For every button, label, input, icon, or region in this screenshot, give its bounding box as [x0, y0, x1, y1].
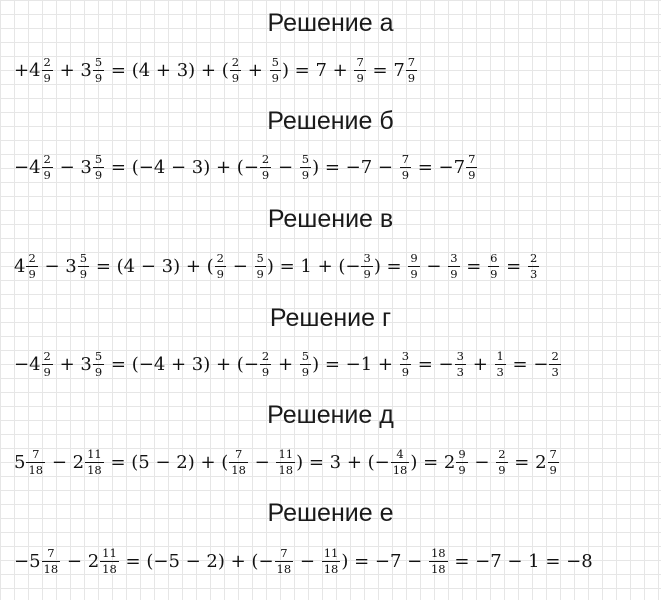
fraction: [456, 448, 467, 475]
fraction-denominator: 18: [43, 561, 59, 576]
fraction-denominator: 9: [401, 364, 410, 379]
fraction-numerator: 2: [28, 251, 36, 266]
fraction-numerator: 2: [231, 55, 240, 70]
equation-text: = (5 − 2) + (: [104, 451, 229, 473]
equation-text: = −7: [412, 156, 466, 178]
equation-text: +: [272, 353, 299, 375]
equation: [14, 344, 562, 384]
fraction-numerator: 3: [456, 349, 464, 364]
fraction: [42, 547, 61, 574]
fraction-numerator: 11: [102, 546, 117, 561]
fraction: [275, 547, 294, 574]
fraction-numerator: 2: [261, 349, 270, 364]
equation-text: −: [420, 255, 448, 277]
fraction-denominator: 18: [278, 462, 294, 477]
fraction: [300, 153, 311, 180]
equation-text: −: [468, 451, 496, 473]
fraction: [230, 56, 241, 83]
fraction-numerator: 11: [87, 447, 102, 462]
fraction: [455, 350, 466, 377]
fraction-numerator: 2: [498, 447, 506, 462]
fraction-numerator: 2: [43, 349, 51, 364]
equation: [14, 147, 478, 187]
fraction-denominator: 9: [43, 167, 51, 182]
equation-text: +: [242, 59, 269, 81]
fraction-denominator: 18: [102, 561, 117, 576]
equation-text: − 3: [53, 156, 92, 178]
fraction: [42, 56, 53, 83]
fraction: [26, 252, 37, 279]
fraction-numerator: 5: [301, 152, 310, 167]
fraction: [322, 547, 341, 574]
fraction-numerator: 3: [401, 349, 410, 364]
fraction-numerator: 11: [323, 546, 339, 561]
fraction-denominator: 9: [401, 167, 410, 182]
fraction-denominator: 9: [43, 364, 51, 379]
fraction-denominator: 9: [43, 70, 51, 85]
section-heading: Решение г: [269, 304, 392, 332]
fraction: [42, 350, 53, 377]
fraction: [93, 56, 104, 83]
equation: [14, 246, 540, 286]
fraction-numerator: 2: [551, 349, 559, 364]
equation-text: 4: [14, 255, 26, 277]
fraction-denominator: 9: [261, 364, 270, 379]
section-heading: Решение в: [267, 205, 394, 233]
equation-text: −5: [14, 550, 41, 572]
equation-text: = (−4 + 3) + (−: [105, 353, 259, 375]
fraction: [85, 448, 104, 475]
equation-text: + 3: [53, 353, 92, 375]
equation-text: =: [460, 255, 488, 277]
fraction: [270, 56, 281, 83]
fraction: [406, 56, 417, 83]
equation-text: − 2: [61, 550, 100, 572]
fraction: [408, 252, 419, 279]
fraction: [354, 56, 365, 83]
equation-text: +4: [14, 59, 41, 81]
fraction-numerator: 2: [216, 251, 224, 266]
equation-text: ) = 3 + (−: [296, 451, 390, 473]
fraction-denominator: 18: [430, 561, 446, 576]
fraction-numerator: 7: [32, 447, 40, 462]
fraction-denominator: 9: [301, 167, 310, 182]
equation-text: −4: [14, 353, 41, 375]
equation-text: = (−4 − 3) + (−: [105, 156, 259, 178]
fraction-numerator: 7: [47, 546, 55, 561]
fraction: [255, 252, 266, 279]
fraction-numerator: 2: [529, 251, 538, 266]
equation: [14, 50, 418, 90]
fraction: [448, 252, 459, 279]
equation-text: − 2: [46, 451, 85, 473]
fraction: [300, 350, 311, 377]
fraction: [93, 350, 104, 377]
equation-text: 5: [14, 451, 26, 473]
equation-text: = −: [506, 353, 549, 375]
fraction-numerator: 18: [430, 546, 446, 561]
fraction: [93, 153, 104, 180]
fraction-numerator: 9: [458, 447, 466, 462]
fraction-denominator: 9: [79, 266, 88, 281]
fraction-denominator: 9: [256, 266, 264, 281]
fraction-denominator: 9: [94, 70, 103, 85]
fraction-numerator: 7: [280, 546, 288, 561]
fraction: [78, 252, 89, 279]
fraction-denominator: 9: [468, 167, 476, 182]
fraction-denominator: 3: [456, 364, 464, 379]
fraction-denominator: 9: [458, 462, 466, 477]
fraction-denominator: 3: [529, 266, 538, 281]
equation-text: −: [272, 156, 299, 178]
equation-text: =: [500, 255, 527, 277]
fraction: [548, 448, 559, 475]
fraction-denominator: 9: [271, 70, 279, 85]
fraction: [549, 350, 560, 377]
equation-text: = 2: [508, 451, 547, 473]
fraction-denominator: 9: [490, 266, 498, 281]
section-heading: Решение б: [267, 107, 394, 135]
section-heading: Решение а: [267, 9, 394, 37]
equation-text: − 3: [38, 255, 77, 277]
fraction-numerator: 9: [410, 251, 418, 266]
fraction-numerator: 7: [549, 447, 557, 462]
fraction: [260, 153, 271, 180]
fraction-denominator: 18: [392, 462, 408, 477]
fraction-denominator: 9: [94, 167, 103, 182]
fraction-denominator: 3: [551, 364, 559, 379]
equation-text: = 7: [366, 59, 405, 81]
fraction-denominator: 9: [410, 266, 418, 281]
fraction-numerator: 5: [94, 152, 103, 167]
fraction-numerator: 7: [234, 447, 243, 462]
equation-text: ) = −7 −: [312, 156, 399, 178]
equation-text: = (4 − 3) + (: [90, 255, 214, 277]
fraction-denominator: 9: [28, 266, 36, 281]
fraction-denominator: 9: [231, 70, 240, 85]
equation-text: ) = −1 +: [312, 353, 399, 375]
equation: [14, 442, 560, 482]
fraction-denominator: 9: [363, 266, 371, 281]
fraction: [361, 252, 372, 279]
fraction-denominator: 9: [94, 364, 103, 379]
equation-text: −: [248, 451, 276, 473]
fraction-denominator: 9: [407, 70, 416, 85]
fraction-numerator: 7: [401, 152, 410, 167]
fraction-numerator: 11: [278, 447, 294, 462]
fraction-denominator: 9: [549, 462, 557, 477]
equation-text: −: [294, 550, 321, 572]
equation-text: = (−5 − 2) + (−: [119, 550, 274, 572]
equation-text: + 3: [53, 59, 92, 81]
fraction-numerator: 1: [496, 349, 504, 364]
fraction-numerator: 3: [450, 251, 458, 266]
fraction-denominator: 3: [496, 364, 504, 379]
fraction-numerator: 3: [363, 251, 371, 266]
fraction-denominator: 18: [87, 462, 102, 477]
fraction-numerator: 7: [468, 152, 476, 167]
fraction-numerator: 5: [94, 55, 103, 70]
fraction-numerator: 7: [407, 55, 416, 70]
equation-text: ) =: [373, 255, 408, 277]
equation-text: −4: [14, 156, 41, 178]
fraction-numerator: 5: [79, 251, 88, 266]
fraction-denominator: 18: [231, 462, 246, 477]
equation-text: = −: [412, 353, 454, 375]
equation-text: −: [226, 255, 254, 277]
fraction-numerator: 2: [261, 152, 270, 167]
fraction: [496, 448, 507, 475]
fraction-numerator: 5: [301, 349, 310, 364]
fraction-denominator: 9: [498, 462, 506, 477]
fraction-numerator: 5: [256, 251, 264, 266]
fraction: [26, 448, 45, 475]
fraction-numerator: 2: [43, 152, 51, 167]
fraction-numerator: 5: [94, 349, 103, 364]
equation-text: ) = 7 +: [281, 59, 354, 81]
fraction: [495, 350, 506, 377]
fraction: [488, 252, 499, 279]
equation: [14, 541, 593, 581]
fraction-denominator: 18: [276, 561, 292, 576]
fraction-denominator: 18: [323, 561, 339, 576]
fraction-denominator: 9: [261, 167, 270, 182]
fraction-denominator: 18: [28, 462, 44, 477]
fraction: [260, 350, 271, 377]
fraction: [215, 252, 226, 279]
equation-text: = −7 − 1 = −8: [448, 550, 593, 572]
fraction-numerator: 7: [356, 55, 364, 70]
fraction-denominator: 9: [450, 266, 458, 281]
fraction: [528, 252, 539, 279]
fraction-denominator: 9: [216, 266, 224, 281]
fraction: [400, 153, 411, 180]
fraction: [276, 448, 295, 475]
fraction: [229, 448, 248, 475]
fraction: [391, 448, 410, 475]
equation-text: ) = 2: [410, 451, 456, 473]
fraction-denominator: 9: [301, 364, 310, 379]
fraction-numerator: 4: [396, 447, 404, 462]
fraction: [100, 547, 119, 574]
section-heading: Решение е: [267, 499, 394, 527]
fraction-denominator: 9: [356, 70, 364, 85]
equation-text: ) = 1 + (−: [266, 255, 361, 277]
fraction: [42, 153, 53, 180]
fraction: [400, 350, 411, 377]
equation-text: = (4 + 3) + (: [105, 59, 229, 81]
fraction-numerator: 2: [43, 55, 51, 70]
fraction-numerator: 6: [490, 251, 498, 266]
fraction: [429, 547, 448, 574]
equation-text: ) = −7 −: [341, 550, 428, 572]
equation-text: +: [466, 353, 494, 375]
section-heading: Решение д: [267, 401, 394, 429]
fraction: [466, 153, 477, 180]
fraction-numerator: 5: [271, 55, 279, 70]
